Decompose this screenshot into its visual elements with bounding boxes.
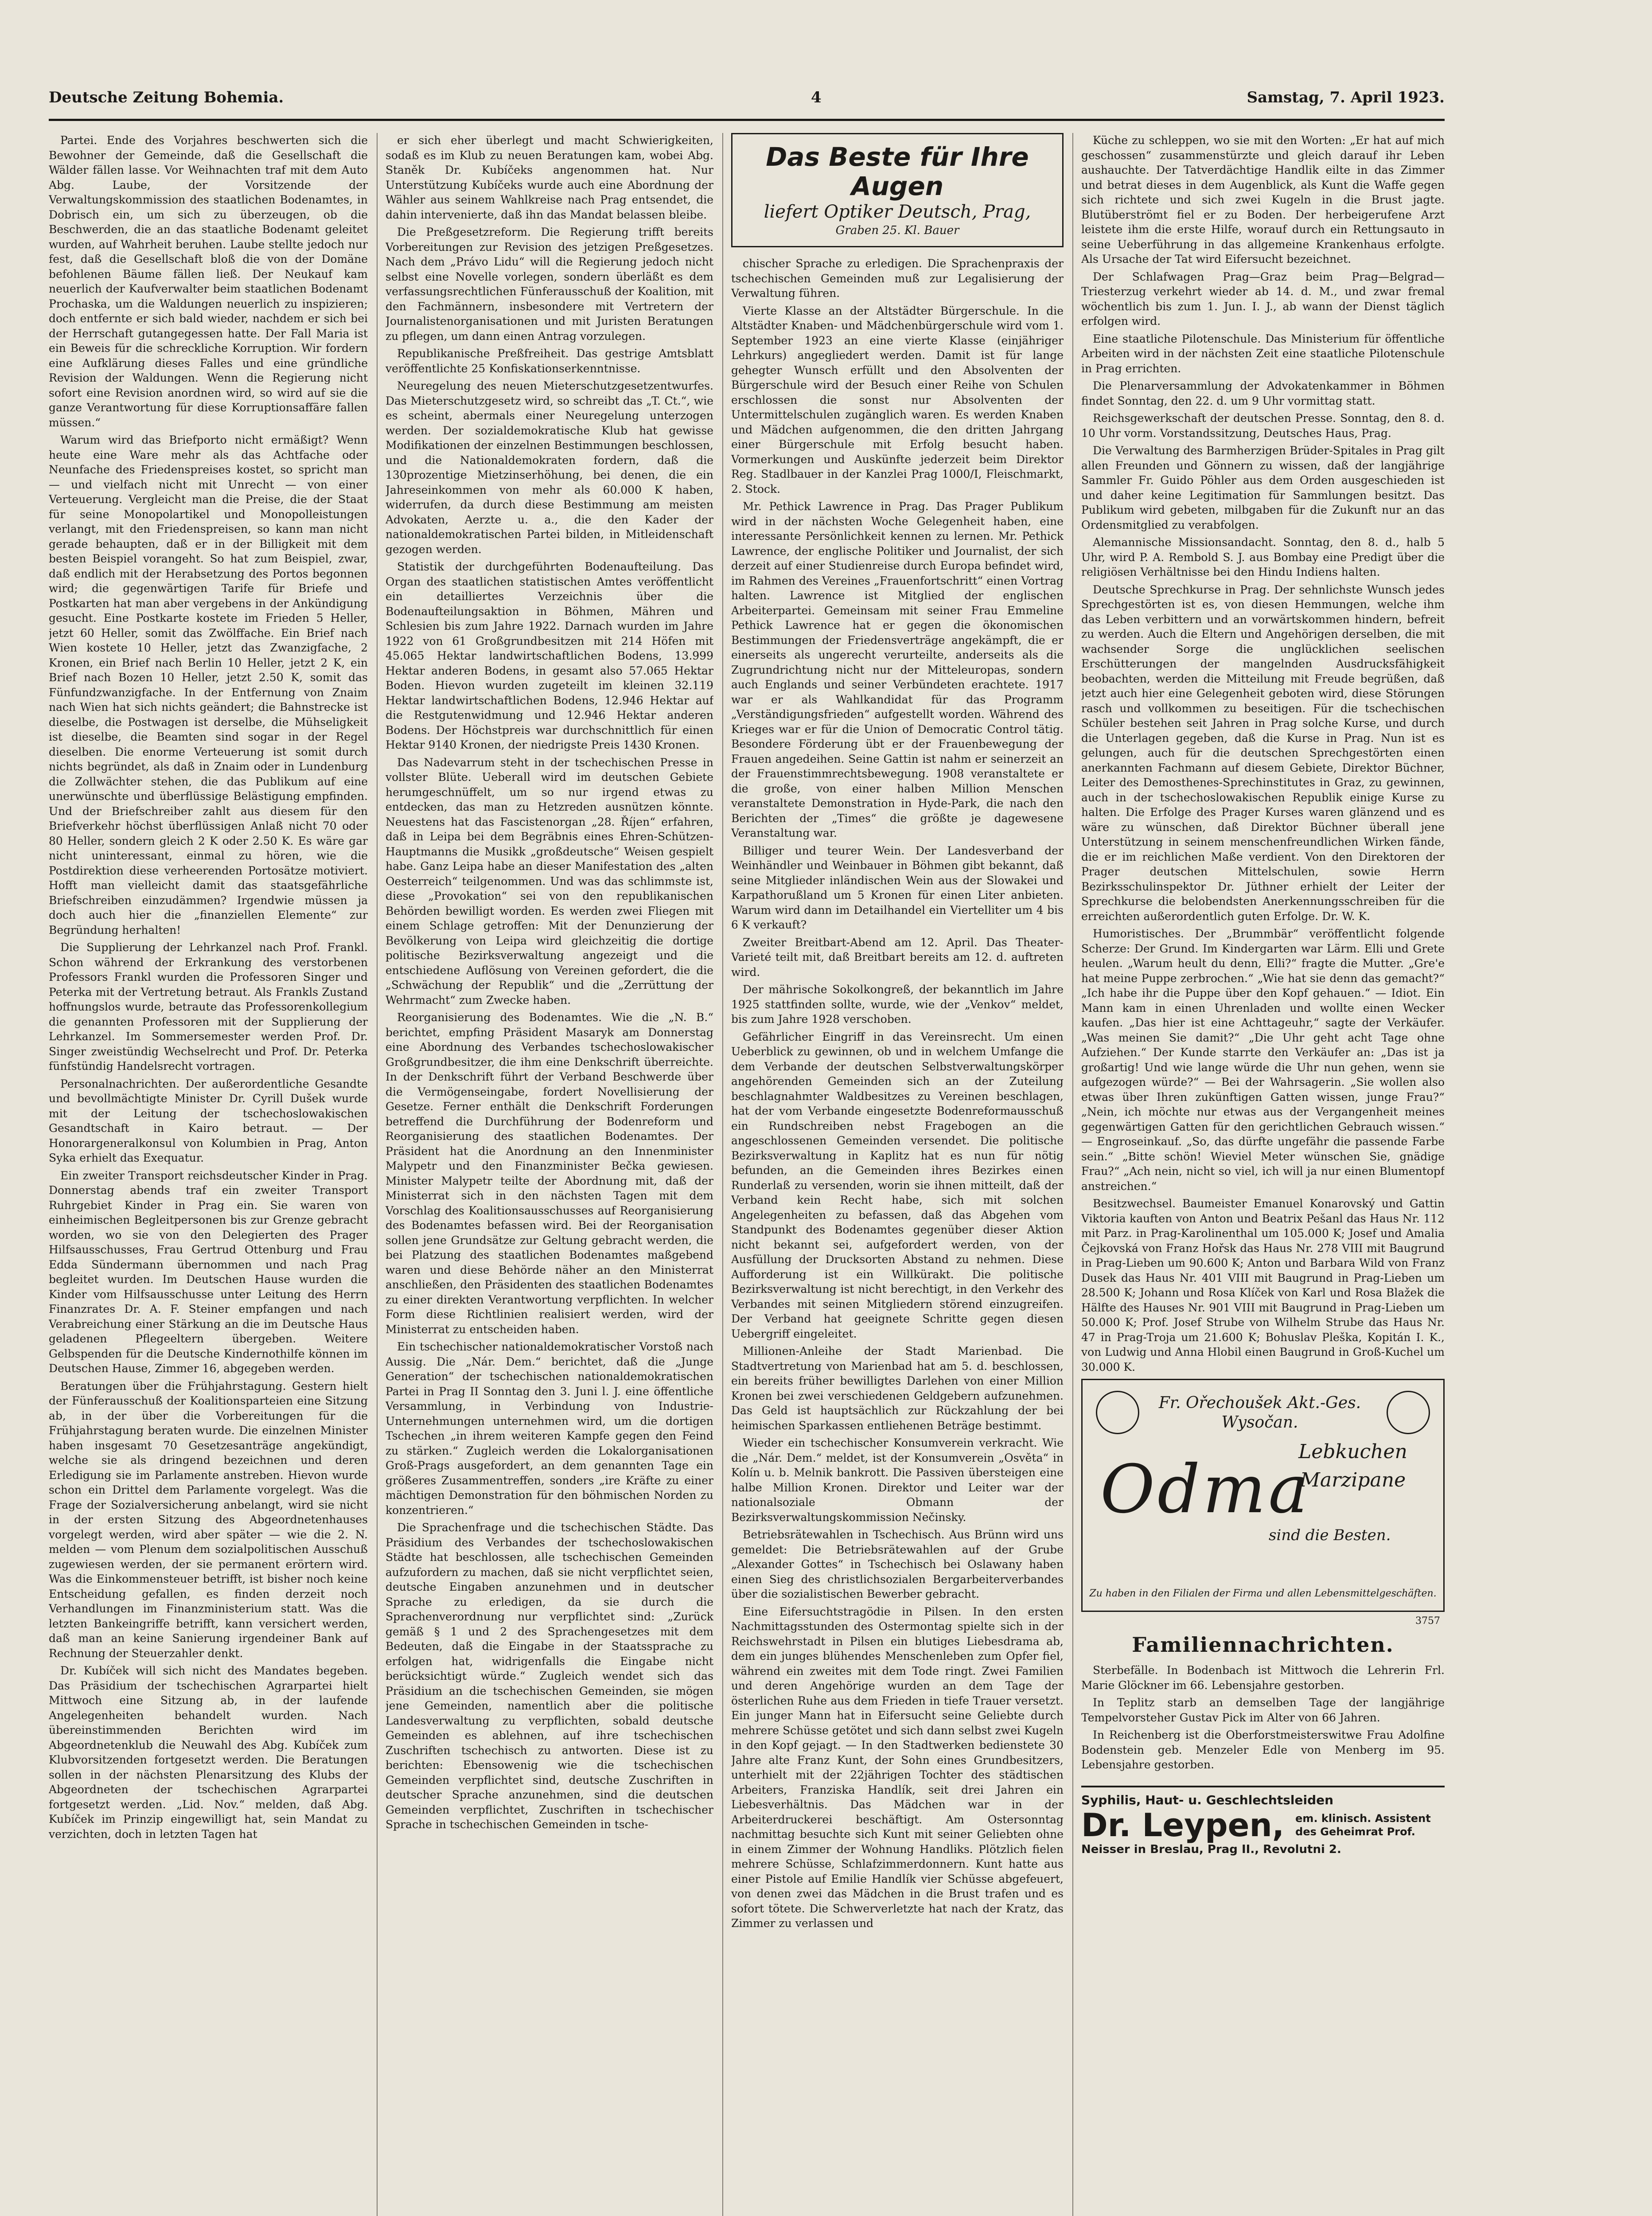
article-besitzwechsel: Besitzwechsel. Baumeister Emanuel Konarovský und Gattin Viktoria kauften von Anton und Beatrix Pešanl das Haus Nr. 112 mit Parz. in Prag-Karolinenthal um 105.000 K; Josef und Amalia Čejkovská von Franz Hořsk das Haus Nr. 278 VIII mit Baugrund in Prag-Lieben um 90.600 K; Anton und Barbara Wild von Franz Dusek das Haus Nr. 401 VIII mit Baugrund in Prag-Lieben um 28.500 K; Johann und Rosa Klíček von Karl und Rosa Blažek die Hälfte des Hauses Nr. 901 VIII mit Baugrund in Prag-Lieben um 50.000 K; Prof. Josef Strube von Wilhelm Strube das Haus Nr. 47 in Prag-Troja um 21.600 K; Bohuslav Pleška, Kopitán I. K., von Ludwig und Anna Hlobil einen Baugrund in Groß-Kuchel um 30.000 K. [1081, 1197, 1445, 1373]
optiker-advertisement [731, 133, 1064, 247]
seal-logo-icon [1096, 1391, 1139, 1434]
ad-headline: Das Beste für Ihre Augen [766, 142, 1029, 201]
doctor-credential-line: em. klinisch. Assistent [1295, 1812, 1431, 1825]
odma-slogan: sind die Besten. [1269, 1526, 1391, 1544]
section-heading-family: Familiennachrichten. [1132, 1633, 1394, 1657]
odma-products [1278, 1438, 1428, 1494]
article-aussig: Ein tschechischer nationaldemokratischer Vorstoß nach Aussig. Die „Nár. Dem.“ berichtet, daß die „Junge Generation“ der tschechischen nationaldemokratischen Partei in Prag II Sonntag den 3. Juni l. J. eine öffentliche Versammlung, in Verbindung von Industrie-Unternehmungen unternehmen wird, um die dortigen Tschechen „in ihrem weiteren Kampfe gegen den Feind zu stärken.“ Zugleich werden die Lokalorganisationen Groß-Prags ausgefordert, an dem genannten Tage ein größeres Zusammentreffen, sonders „ire Kräfte zu einer mächtigen Demonstration für den böhmischen Norden zu konzentrieren.“ [386, 1340, 713, 1517]
column-divider [722, 133, 723, 2216]
article-eifersucht: Eine Eifersuchtstragödie in Pilsen. In den ersten Nachmittagsstunden des Ostermontag spielte sich in der Reichswehrstadt in Pilsen ein blutiges Liebesdrama ab, dem ein junges blühendes Menschenleben zum Opfer fiel, während ein zweites mit dem Tode ringt. Zwei Familien und deren Angehörige wurden an dem Tage der österlichen Ruhe aus dem Frieden in tiefe Trauer versetzt. Ein junger Mann hat in Eifersucht seine Geliebte durch mehrere Schüsse getötet und sich dann selbst zwei Kugeln in den Kopf gejagt. — In den Stadtwerken bedienstete 30 Jahre alte Franz Kunt, der Sohn eines Grundbesitzers, unterhielt mit der 22jährigen Tochter des städtischen Arbeiters, Franziska Handlík, seit drei Jahren ein Liebesverhältnis. Das Mädchen war in der Arbeiterdruckerei beschäftigt. Am Ostersonntag nachmittag besuchte sich Kunt mit seiner Geliebten ohne in einem Zimmer der Wohnung Handliks. Plötzlich fielen mehrere Schüsse, Schlafzimmerdonnern. Kunt hatte aus einer Pistole auf Emilie Handlík vier Schüsse abgefeuert, von denen zwei das Mädchen in die Brust trafen und es sofort tötete. Die Schwerverletzte hat nach der Kratz, das Zimmer zu verlassen und [731, 1605, 1064, 1930]
article-buergerschule: Vierte Klasse an der Altstädter Bürgerschule. In die Altstädter Knaben- und Mädchenbürgerschule wird vom 1. September 1923 an eine vierte Klasse (einjähriger Lehrkurs) angegliedert werden. Damit ist für lange gehegter Wunsch erfüllt und den Absolventen der Bürgerschule wird der Besuch einer Reihe von Schulen erschlossen die sonst nur Absolventen der Untermittelschulen zugänglich waren. Es werden Knaben und Mädchen aufgenommen, die den dritten Jahrgang einer Bürgerschule mit Erfolg besucht haben. Vormerkungen und Auskünfte jederzeit beim Direktor Reg. Stadlbauer in der Kanzlei Prag 1000/I, Fleischmarkt, 2. Stock. [731, 304, 1064, 495]
article-kindertransport: Ein zweiter Transport reichsdeutscher Kinder in Prag. Donnerstag abends traf ein zweiter Transport Ruhrgebiet Kinder in Prag ein. Sie waren von einheimischen Begleitpersonen bis zur Grenze gebracht worden, wo sie von den Delegierten des Prager Hilfsausschusses, Frau Gertrud Ottenburg und Frau Edda Sündermann übernommen und nach Prag begleitet wurden. Im Deutschen Hause wurden die Kinder vom Hilfsausschusse unter Leitung des Herrn Finanzrates Dr. A. F. Steiner empfangen und nach Verabreichung einer Stärkung an die im Deutsche Haus geladenen Pflegeeltern übergeben. Weitere Gelbspenden für die Deutsche Kindernothilfe können im Deutschen Hause, Zimmer 16, abgegeben werden. [49, 1169, 368, 1375]
odma-advertisement [1081, 1379, 1445, 1612]
family-notice: In Reichenberg ist die Oberforstmeisterswitwe Frau Adolfine Bodenstein geb. Menzeler Edle von Menberg im 95. Lebensjahre gestorben. [1081, 1728, 1445, 1771]
doctor-credential-line: des Geheimrat Prof. [1295, 1825, 1415, 1838]
newspaper-title: Deutsche Zeitung Bohemia. [49, 89, 284, 106]
article-lawrence: Mr. Pethick Lawrence in Prag. Das Prager Publikum wird in der nächsten Woche Gelegenheit haben, eine interessante Persönlichkeit kennen zu lernen. Mr. Pethick Lawrence, der englische Politiker und Journalist, der sich derzeit auf einer Studienreise durch Europa befindet wird, im Rahmen des Vereines „Frauenfortschritt“ einen Vortrag halten. Lawrence ist Mitglied der englischen Arbeiterpartei. Gemeinsam mit seiner Frau Emmeline Pethick Lawrence hat er gegen die ökonomischen Bestimmungen der Friedensverträge angekämpft, die er einerseits als ungerecht verurteilte, anderseits als die Zugrundrichtung nicht nur der Mitteleuropas, sondern auch Englands und seiner Verbündeten erachtete. 1917 war er als Wahlkandidat für das Programm „Verständigungsfrieden“ aufgestellt worden. Während des Krieges war er für die Union of Democratic Control tätig. Besondere Förderung übt er der Frauenbewegung der Frauen angedeihen. Seine Gattin ist nahm er seinerzeit an der Frauenstimmrechtsbewegung. 1908 veranstaltete er die große, von einer halben Million Menschen veranstaltete Demonstration in Hyde-Park, die nach den Berichten der „Times“ die größte je dagewesene Veranstaltung war. [731, 500, 1064, 839]
article-pilotenschule: Eine staatliche Pilotenschule. Das Ministerium für öffentliche Arbeiten wird in der nächsten Zeit eine staatliche Pilotenschule in Prag errichten. [1081, 332, 1445, 375]
doctor-credentials [1295, 1812, 1431, 1838]
article-sprechkurse: Deutsche Sprechkurse in Prag. Der sehnlichste Wunsch jedes Sprechgestörten ist es, von diesen Hemmungen, welche ihm das Leben verbittern und an vorwärtskommen hindern, befreit zu werden. Auch die Eltern und Angehörigen derselben, die mit wachsender Sorge die unglücklichen seelischen Erschütterungen der mangelnden Ausdrucksfähigkeit beobachten, werden die Mitteilung mit Freude begrüßen, daß jetzt auch hier eine Gelegenheit geboten wird, diese Störungen rasch und vollkommen zu beseitigen. Für die tschechischen Schüler bestehen seit Jahren in Prag solche Kurse, und durch die Unterlagen gegeben, daß die Kurse in Prag. Nun ist es gelungen, auch für die deutschen Sprechgestörten einen anerkannten Fachmann auf diesem Gebiete, Direktor Büchner, Leiter des Demosthenes-Sprechinstitutes in Graz, zu gewinnen, auch in der tschechoslowakischen Republik einige Kurse zu halten. Die Erfolge des Prager Kurses waren glänzend und es wäre zu wünschen, daß Direktor Büchner überall jene Unterstützung in seinem menschenfreundlichen Wirken fände, die er im reichlichen Maße verdient. Von den Direktoren der Prager deutschen Mittelschulen, sowie Herrn Bezirksschulinspektor Dr. Jüthner erhielt der Leiter der Sprechkurse die belobendsten Anerkennungsschreiben für die erreichten außerordentlich guten Erfolge. Dr. W. K. [1081, 583, 1445, 923]
article-sokolkongress: Der mährische Sokolkongreß, der bekanntlich im Jahre 1925 stattfinden sollte, wurde, wie der „Venkov“ meldet, bis zum Jahre 1928 verschoben. [731, 983, 1064, 1026]
article-humoristisches: Humoristisches. Der „Brummbär“ veröffentlicht folgende Scherze: Der Grund. Im Kindergarten war Lärm. Elli und Grete heulen. „Warum heult du denn, Elli?“ fragte die Mutter. „Gre'e hat meine Puppe zerbrochen.“ „Wie hat sie denn das gemacht?“ „Ich habe ihr die Puppe über den Kopf gehauen.“ — Idiot. Ein Mann kam in einen Uhrenladen und wollte einen Wecker kaufen. „Das hier ist eine Achttageuhr,“ sagte der Verkäufer. „Was meinen Sie damit?“ „Die Uhr geht acht Tage ohne Aufziehen.“ Der Kunde starrte den Verkäufer an: „Das ist ja großartig! Und wie lange würde die Uhr nun gehen, wenn sie aufgezogen würde?“ — Bei der Wahrsagerin. „Sie wollen also etwas über Ihren zukünftigen Gatten wissen, junge Frau?“ „Nein, ich möchte nur etwas aus der Vergangenheit meines gegenwärtigen Gatten für den gerichtlichen Gebrauch wissen.“ — Engroseinkauf. „So, das dürfte ungefähr die passende Farbe sein.“ „Bitte schön! Wieviel Meter wünschen Sie, gnädige Frau?“ „Ach nein, nicht so viel, ich will ja nur einen Blumentopf anstreichen.“ [1081, 927, 1445, 1193]
article-paragraph: Küche zu schleppen, wo sie mit den Worten: „Er hat auf mich geschossen“ zusammenstürzte und gleich darauf ihr Leben aushauchte. Der Tatverdächtige Handlik eilte in das Zimmer und betrat dieses in dem Augenblick, als Kunt die Waffe gegen sich richtete und sich zwei Kugeln in die Brust jagte. Blutüberströmt fiel er zu Boden. Der herbeigerufene Arzt leistete ihm die erste Hilfe, worauf durch ein Rettungsauto in seine Ueberführung in das allgemeine Krankenhaus erfolgte. Als Ursache der Tat wird Eifersucht bezeichnet. [1081, 134, 1445, 265]
odma-company: Fr. Ořechoušek Akt.-Ges. Wysočan. [1158, 1394, 1361, 1432]
odma-product-2: Marzipane [1300, 1469, 1406, 1491]
article-konsumverein: Wieder ein tschechischer Konsumverein verkracht. Wie die „Nár. Dem.“ meldet, ist der Konsumverein „Osvěta“ in Kolín u. b. Melnik bankrott. Die Passiven übersteigen eine halbe Million Kronen. Direktor und Leiter war der nationalsoziale Obmann der Bezirksverwaltungskommission Nečinsky. [731, 1436, 1064, 1524]
ad-company: liefert Optiker Deutsch, Prag, [764, 202, 1031, 222]
article-pressgesetzreform: Die Preßgesetzreform. Die Regierung trifft bereits Vorbereitungen zur Revision des jetzigen Preßgesetzes. Nach dem „Právo Lidu“ will die Regierung jedoch nicht selbst eine Novelle vorlegen, sondern überläßt es dem verfassungsrechtlichen Fünferausschuß der Koalition, mit den Fachmännern, insbesondere mit Vertretern der Journalistenorganisationen und mit Juristen Beratungen zu pflegen, um dann einen Antrag vorzulegen. [386, 226, 713, 343]
column-divider [377, 133, 378, 2216]
family-notice: In Teplitz starb an demselben Tage der langjährige Tempelvorsteher Gustav Pick im Alter von 66 Jahren. [1081, 1696, 1445, 1724]
article-missionsandacht: Alemannische Missionsandacht. Sonntag, den 8. d., halb 5 Uhr, wird P. A. Rembold S. J. aus Bombay eine Predigt über die religiösen Verhältnisse bei den Hindu Indiens halten. [1081, 536, 1445, 578]
article-paragraph: Partei. Ende des Vorjahres beschwerten sich die Bewohner der Gemeinde, daß die Gesellschaft die Wälder fällen lasse. Vor Weihnachten traf mit dem Auto Abg. Laube, der Vorsitzende der Verwaltungskommission des staatlichen Bodenamtes, in Dobrisch ein, um sich zu überzeugen, ob die Beschwerden, die an das staatliche Bodenamt geleitet wurden, auf Wahrheit beruhen. Laube stellte jedoch nur fest, daß die Gesellschaft bloß die von der Domäne befohlenen Bäume fällen ließ. Der Neukauf kam neuerlich der Kaufverwalter beim staatlichen Bodenamt Prochaska, um die Waldungen neuerlich zu inspizieren; doch entfernte er sich bald wieder, nachdem er sich bei der Herrschaft gutangegessen hatte. Der Fall Maria ist ein Beweis für die schreckliche Korruption. Wir fordern eine Aufklärung dieses Falles und eine gründliche Revision der Waldungen. Wenn die Regierung nicht sofort eine Revision anordnen wird, so wird auf sie die ganze Verantwortung für diese Korruptionsaffäre fallen müssen.“ [49, 134, 368, 429]
doctor-address: Neisser in Breslau, Prag II., Revolutni 2. [1081, 1842, 1341, 1856]
ad-number: 3757 [1415, 1615, 1440, 1627]
column-4 [1081, 133, 1445, 2216]
odma-brand: Odma [1100, 1451, 1311, 1528]
article-vereinsrecht: Gefährlicher Eingriff in das Vereinsrecht. Um einen Ueberblick zu gewinnen, ob und in welchem Umfange die dem Verbande der deutschen Selbstverwaltungskörper angehörenden Gemeinden sich an der Zuteilung beschlagnahmter Waldbesitzes zu Vereinen beschlagen, hat der vom Verbande eingesetzte Bodenreformausschuß ein Rundschreiben nebst Fragebogen an die angeschlossenen Gemeinden versendet. Die politische Bezirksverwaltung in Kaplitz hat es nun für nötig befunden, an die Gemeinden ihres Bezirkes einen Runderlaß zu versenden, worin sie ihnen mitteilt, daß der Verband kein Recht habe, sich mit solchen Angelegenheiten zu befassen, daß das Abgehen vom Standpunkt des Bodenamtes gegenüber dieser Aktion nicht bekannt sei, aufgefordert werden, von der Ausfüllung der Drucksorten Abstand zu nehmen. Diese Aufforderung ist ein Willkürakt. Die politische Bezirksverwaltung ist nicht berechtigt, in den Verkehr des Verbandes mit seinen Mitgliedern störend einzugreifen. Der Verband hat geeignete Schritte gegen diesen Uebergriff eingeleitet. [731, 1030, 1064, 1340]
article-breitbart: Zweiter Breitbart-Abend am 12. April. Das Theater-Varieté teilt mit, daß Breitbart bereits am 12. d. auftreten wird. [731, 936, 1064, 979]
article-mieterschutz: Neuregelung des neuen Mieterschutzgesetzentwurfes. Das Mieterschutzgesetz wird, so schreibt das „T. Ct.“, wie es scheint, abermals einer Neuregelung unterzogen werden. Der sozialdemokratische Klub hat gewisse Modifikationen der einzelnen Bestimmungen beschlossen, und die Nationaldemokraten fordern, daß die 130prozentige Mietzinserhöhung, bei denen, die ein Jahreseinkommen von mehr als 60.000 K haben, widerrufen, da durch diese Bestimmung am meisten Advokaten, Aerzte u. a., die den Kader der nationaldemokratischen Partei bilden, in Mitleidenschaft gezogen werden. [386, 379, 713, 556]
article-bodenaufteilung: Statistik der durchgeführten Bodenaufteilung. Das Organ des staatlichen statistischen Amtes veröffentlicht ein detailliertes Verzeichnis über die Bodenaufteilungsaktion in Böhmen, Mähren und Schlesien bis zum Jahre 1922. Darnach wurden im Jahre 1922 von 61 Großgrundbesitzen mit 214 Höfen mit 45.065 Hektar landwirtschaftlichen Bodens, 13.999 Hektar anderen Bodens, in gesamt also 57.065 Hektar Boden. Hievon wurden zugeteilt im kleinen 32.119 Hektar landwirtschaftlichen Bodens, 12.946 Hektar auf die Restgutenwidmung und 12.946 Hektar anderen Bodens. Der Höchstpreis war durchschnittlich für einen Hektar 9140 Kronen, der niedrigste Preis 1430 Kronen. [386, 560, 713, 751]
column-1 [49, 133, 368, 2216]
doctor-advertisement [1081, 1786, 1445, 1856]
running-header [49, 89, 1445, 115]
article-personalnachrichten: Personalnachrichten. Der außerordentliche Gesandte und bevollmächtigte Minister Dr. Cyrill Dušek wurde mit der Leitung der tschechoslowakischen Gesandtschaft in Kairo betraut. — Der Honorargeneralkonsul von Kolumbien in Prag, Anton Syka erhielt das Exequatur. [49, 1077, 368, 1164]
header-rule [49, 119, 1445, 121]
article-paragraph: chischer Sprache zu erledigen. Die Sprachenpraxis der tschechischen Gemeinden muß zur Legalisierung der Verwaltung führen. [731, 257, 1064, 300]
ad-address: Graben 25. Kl. Bauer [835, 224, 959, 237]
doctor-ad-specialty: Syphilis, Haut- u. Geschlechtsleiden [1081, 1792, 1334, 1807]
article-bodenamt: Reorganisierung des Bodenamtes. Wie die „N. B.“ berichtet, empfing Präsident Masaryk am Donnerstag eine Abordnung des Verbandes tschechoslowakischer Großgrundbesitzer, die ihm eine Denkschrift überreichte. In der Denkschrift führt der Verband Beschwerde über die Vermögenseingabe, fordert Novellisierung der Gesetze. Ferner enthält die Denkschrift Forderungen betreffend die Durchführung der Bodenreform und Reorganisierung des staatlichen Bodenamtes. Der Präsident hat die Anordnung an den Innenminister Malypetr und den Finanzminister Bečka gewiesen. Minister Malypetr teilte der Abordnung mit, daß der Ministerrat sich in den nächsten Tagen mit dem Vorschlag des Koalitionsausschusses auf Reorganisierung des Bodenamtes befassen wird. Bei der Reorganisation sollen jene Grundsätze zur Geltung gebracht werden, die bei Platzung des staatlichen Bodenamtes maßgebend waren und diese Behörde näher an den Ministerrat anschließen, den Präsidenten des staatlichen Bodenamtes zu einer direkten Verantwortung verpflichten. In welcher Form diese Richtlinien realisiert werden, wird der Ministerrat zu entscheiden haben. [386, 1011, 713, 1336]
article-briefporto: Warum wird das Briefporto nicht ermäßigt? Wenn heute eine Ware mehr als das Achtfache oder Neunfache des Friedenspreises kostet, so spricht man — und vielfach nicht mit Unrecht — von einer Verteuerung. Vergleicht man die Preise, die der Staat für seine Monopolartikel und Monopolleistungen verlangt, mit den Friedenspreisen, so kann man nicht gerade behaupten, daß er in der Billigkeit mit dem besten Beispiel vorangeht. So hat zum Beispiel, zwar, daß endlich mit der Herabsetzung des Portos begonnen wird; die gegenwärtigen Tarife für Briefe und Postkarten hat man aber vergebens in der Ankündigung gesucht. Eine Postkarte kostete im Frieden 5 Heller, jetzt 60 Heller, somit das Zwölffache. Ein Brief nach Wien kostete 10 Heller, jetzt das Zwanzigfache, 2 Kronen, ein Brief nach Berlin 10 Heller, jetzt 2 K, ein Brief nach Bozen 10 Heller, jetzt 2.50 K, somit das Fünfundzwanzigfache. In der Entfernung von Znaim nach Wien hat sich nichts geändert; die Bahnstrecke ist dieselbe, die Postwagen ist derselbe, die Mühseligkeit ist dieselbe, die Beamten sind sogar in der Regel dieselben. Die enorme Verteuerung ist somit durch nichts begründet, als daß in Znaim oder in Lundenburg die Zollwächter stehen, die das Publikum auf eine unerwünschte und überflüssige Belästigung empfinden. Und der Briefschreiber zahlt aus diesem für den Briefverkehr höchst überflüssigen Anlaß nicht 70 oder 80 Heller, sondern gleich 2 K oder 2.50 K. Es wäre gar nicht uninteressant, einmal zu hören, wie die Postdirektion diese verheerenden Portosätze motiviert. Hofft man vielleicht damit das staatsgefährliche Briefschreiben einzudämmen? Irgendwie müssen ja doch auch hier die „finanziellen Elemente“ zur Begründung herhalten! [49, 433, 368, 936]
column-divider [1072, 133, 1073, 2216]
odma-footer: Zu haben in den Filialen der Firma und allen Lebensmittelgeschäften. [1089, 1588, 1437, 1599]
article-paragraph: er sich eher überlegt und macht Schwierigkeiten, sodaß es im Klub zu neuen Beratungen kam, wobei Abg. Staněk Dr. Kubíčeks angenommen hat. Nur Unterstützung Kubíčeks wurde auch eine Abordnung der Wähler aus seinem Wahlkreise nach Prag entsendet, die dahin intervenierte, daß ihn das Mandat belassen bleibe. [386, 134, 713, 221]
article-pressfreiheit: Republikanische Preßfreiheit. Das gestrige Amtsblatt veröffentlichte 25 Konfiskationserkenntnisse. [386, 347, 713, 375]
article-presse: Reichsgewerkschaft der deutschen Presse. Sonntag, den 8. d. 10 Uhr vorm. Vorstandssitzung, Deutsches Haus, Prag. [1081, 412, 1445, 440]
article-fruehjahrstagung: Beratungen über die Frühjahrstagung. Gestern hielt der Fünferausschuß der Koalitionsparteien eine Sitzung ab, in der über die Vorbereitungen für die Frühjahrstagung beraten wurde. Die einzelnen Minister haben insgesamt 70 Gesetzesanträge angekündigt, welche sie als dringend bezeichnen und deren Erledigung sie im Parlamente anstreben. Hievon wurde schon ein Drittel dem Parlamente vorgelegt. Was die Frage der Sozialversicherung anbelangt, wird sie nicht in der ersten Sitzung des Abgeordnetenhauses vorgelegt werden, wird aber später — wie die 2. N. melden — vom Plenum dem sozialpolitischen Ausschuß zugewiesen werden, der sie permanent erörtern wird. Was die Einkommensteuer betrifft, ist bisher noch keine Entscheidung gefallen, es finden derzeit noch Verhandlungen im Finanzministerium statt. Was die letzten Bankeingriffe betrifft, kann versichert werden, daß man an keine Sanierung irgendeiner Bank auf Rechnung der Steuerzahler denkt. [49, 1379, 368, 1660]
article-betriebsraete: Betriebsrätewahlen in Tschechisch. Aus Brünn wird uns gemeldet: Die Betriebsrätewahlen auf der Grube „Alexander Gottes“ in Tschechisch bei Oslawany haben einen Sieg des christlichsozialen Bergarbeiterverbandes über die sozialistischen Bewerber gebracht. [731, 1528, 1064, 1600]
column-3 [731, 133, 1064, 2216]
family-notice: Sterbefälle. In Bodenbach ist Mittwoch die Lehrerin Frl. Marie Glöckner im 66. Lebensjahre gestorben. [1081, 1664, 1445, 1692]
seal-logo-icon [1387, 1391, 1430, 1434]
odma-product-1: Lebkuchen [1298, 1440, 1407, 1463]
article-sprachenfrage: Die Sprachenfrage und die tschechischen Städte. Das Präsidium des Verbandes der tschechoslowakischen Städte hat beschlossen, alle tschechischen Gemeinden aufzufordern zu machen, daß sie nicht verpflichtet seien, deutsche Eingaben anzunehmen und in deutscher Sprache zu erledigen, da sie durch die Sprachenverordnung nur verpflichtet sind: „Zurück gemäß § 1 und 2 des Sprachengesetzes mit dem Bedeuten, daß die Eingabe in der Staatssprache zu erfolgen hat, widrigenfalls die Eingabe nicht berücksichtigt würde.“ Zugleich wendet sich das Präsidium an die tschechischen Gemeinden, sie mögen jene Gemeinden, namentlich aber die politische Landesverwaltung zu verpflichten, sobald deutsche Gemeinden es ablehnen, auf ihre tschechischen Zuschriften tschechisch zu antworten. Diese ist zu berichten: Ebensowenig wie die tschechischen Gemeinden verpflichtet sind, deutsche Zuschriften in deutscher Sprache anzunehmen, sind die deutschen Gemeinden verpflichtet, Zuschriften in tschechischer Sprache in tschechischen Gemeinden in tsche- [386, 1521, 713, 1831]
article-lehrkanzel: Die Supplierung der Lehrkanzel nach Prof. Frankl. Schon während der Erkrankung des verstorbenen Professors Frankl wurden die Professoren Singer und Peterka mit der Vertretung betraut. Als Frankls Zustand hoffnungslos wurde, betraute das Professorenkollegium die genannten Professoren mit der Supplierung der Lehrkanzel. Im Sommersemester werden Prof. Dr. Singer zweistündig Wechselrecht und Prof. Dr. Peterka fünfstündig Handelsrecht vortragen. [49, 941, 368, 1073]
issue-date: Samstag, 7. April 1923. [1247, 89, 1445, 106]
article-nadevarrum: Das Nadevarrum steht in der tschechischen Presse in vollster Blüte. Ueberall wird im deutschen Gebiete herumgeschnüffelt, um so nur irgend etwas zu entdecken, das man zu Hetzreden ausnützen könnte. Neuestens hat das Fascistenorgan „28. Říjen“ erfahren, daß in Leipa bei dem Begräbnis eines Ehren-Schützen-Hauptmanns die Musikk „großdeutsche“ Weisen gespielt habe. Ganz Leipa habe an dieser Manifestation des „alten Oesterreich“ teilgenommen. Und was das schlimmste ist, diese „Provokation“ sei von den republikanischen Behörden bewilligt worden. Es werden zwei Fliegen mit einem Schlage getroffen: Mit der Denunzierung der Bevölkerung von Leipa wird gleichzeitig die dortige politische Bezirksverwaltung angezeigt und die entschiedene Auflösung von Vereinen gefordert, die die „Schwächung der Republik“ und die „Zerrüttung der Wehrmacht“ zum Zwecke haben. [386, 756, 713, 1007]
article-schlafwagen: Der Schlafwagen Prag—Graz beim Prag—Belgrad—Triesterzug verkehrt wieder ab 14. d. M., und zwar fremal wöchentlich bis zum 1. Jun. I. J., ab wann der Dienst täglich erfolgen wird. [1081, 270, 1445, 328]
article-kubicek: Dr. Kubíček will sich nicht des Mandates begeben. Das Präsidium der tschechischen Agrarpartei hielt Mittwoch eine Sitzung ab, in der laufende Angelegenheiten behandelt wurden. Nach übereinstimmenden Berichten wird im Abgeordnetenklub die Neuwahl des Abg. Kubíček zum Klubvorsitzenden fortgesetzt werden. Die Beratungen sollen in der nächsten Plenarsitzung des Klubs der Abgeordneten der tschechischen Agrarpartei fortgesetzt werden. „Lid. Nov.“ melden, daß Abg. Kubíček im Prinzip eingewilligt hat, sein Mandat zu verzichten, doch in letzten Tagen hat [49, 1664, 368, 1841]
article-marienbad: Millionen-Anleihe der Stadt Marienbad. Die Stadtvertretung von Marienbad hat am 5. d. beschlossen, ein bereits früher bewilligtes Darlehen von einer Million Kronen bei zwei verschiedenen Geldgebern aufzunehmen. Das Geld ist hauptsächlich zur Rückzahlung der bei heimischen Sparkassen entliehenen Beträge bestimmt. [731, 1345, 1064, 1432]
column-2 [386, 133, 713, 2216]
doctor-ad-main [1081, 1807, 1445, 1843]
article-wein: Billiger und teurer Wein. Der Landesverband der Weinhändler und Weinbauer in Böhmen gibt bekannt, daß seine Mitglieder inländischen Wein aus der Slowakei und Karpathorußland um 5 Kronen für einen Liter anbieten. Warum wird dann im Detailhandel ein Viertelliter um 4 bis 6 K verkauft? [731, 844, 1064, 931]
doctor-name: Dr. Leypen, [1081, 1806, 1285, 1844]
page-number: 4 [811, 89, 822, 106]
article-advokatenkammer: Die Plenarversammlung der Advokatenkammer in Böhmen findet Sonntag, den 22. d. um 9 Uhr vormittag statt. [1081, 379, 1445, 407]
article-brueder-spital: Die Verwaltung des Barmherzigen Brüder-Spitales in Prag gilt allen Freunden und Gönnern zu wissen, daß der langjährige Sammler Fr. Guido Pöhler aus dem Orden ausgeschieden ist und daher keine Legitimation für Sammlungen besitzt. Das Publikum wird gebeten, milbgaben für die Zukunft nur an das Ordensmitglied zu verabfolgen. [1081, 444, 1445, 531]
